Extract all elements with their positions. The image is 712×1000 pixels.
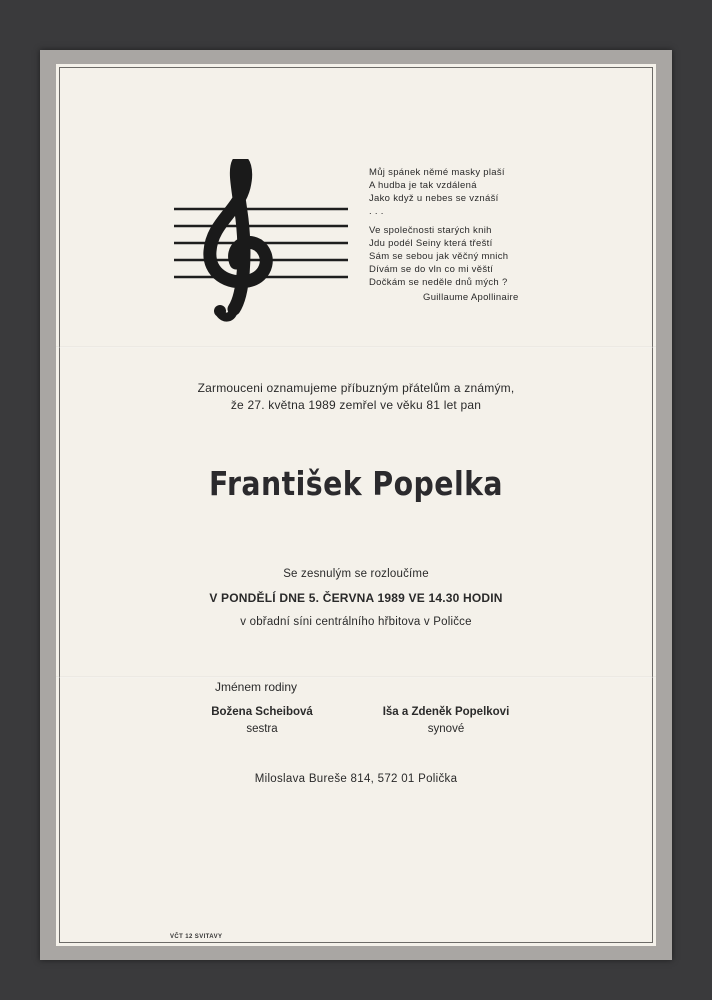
poem-line: Jdu podél Seiny která třeští <box>369 238 493 249</box>
signatory-right-role: synové <box>427 723 465 735</box>
announcement-line-2: že 27. května 1989 zemřel ve věku 81 let pan <box>230 398 482 412</box>
poem-author: Guillaume Apollinaire <box>423 292 519 303</box>
poem-line: A hudba je tak vzdálená <box>369 180 477 191</box>
deceased-name: František Popelka <box>208 464 504 503</box>
printer-mark: VČT 12 SVITAVY <box>170 934 223 940</box>
signatory-right-name: Iša a Zdeněk Popelkovi <box>382 706 510 718</box>
announcement-line-1: Zarmouceni oznamujeme příbuzným přátelům a známým, <box>197 381 515 395</box>
signatory-left <box>162 704 362 738</box>
poem-ellipsis: . . . <box>369 206 384 217</box>
farewell-date-time: V PONDĚLÍ DNE 5. ČERVNA 1989 VE 14.30 HODIN <box>209 591 503 605</box>
fold-crease-upper <box>56 346 656 348</box>
poem <box>369 166 519 304</box>
poem-line: Ve společnosti starých knih <box>369 225 492 236</box>
announcement <box>56 380 656 414</box>
signatory-right <box>346 704 546 738</box>
signatory-left-name: Božena Scheibová <box>211 706 313 718</box>
farewell-info <box>56 562 656 634</box>
farewell-place: v obřadní síni centrálního hřbitova v Poličce <box>240 616 472 628</box>
poem-line: Dočkám se neděle dnů mých ? <box>369 277 508 288</box>
family-label: Jménem rodiny <box>214 680 298 694</box>
obituary-sheet <box>40 50 672 960</box>
address: Miloslava Bureše 814, 572 01 Polička <box>254 773 458 785</box>
signatory-left-role: sestra <box>246 723 278 735</box>
paper <box>56 64 656 946</box>
farewell-line-1: Se zesnulým se rozloučíme <box>283 568 429 580</box>
poem-line: Sám se sebou jak věčný mnich <box>369 251 509 262</box>
poem-line: Můj spánek němé masky plaší <box>369 167 505 178</box>
poem-line: Dívám se do vln co mi věští <box>369 264 494 275</box>
poem-line: Jako když u nebes se vznáší <box>369 193 499 204</box>
inner-frame-line <box>59 67 653 943</box>
treble-clef-icon <box>172 159 350 327</box>
fold-crease-lower <box>56 676 656 678</box>
